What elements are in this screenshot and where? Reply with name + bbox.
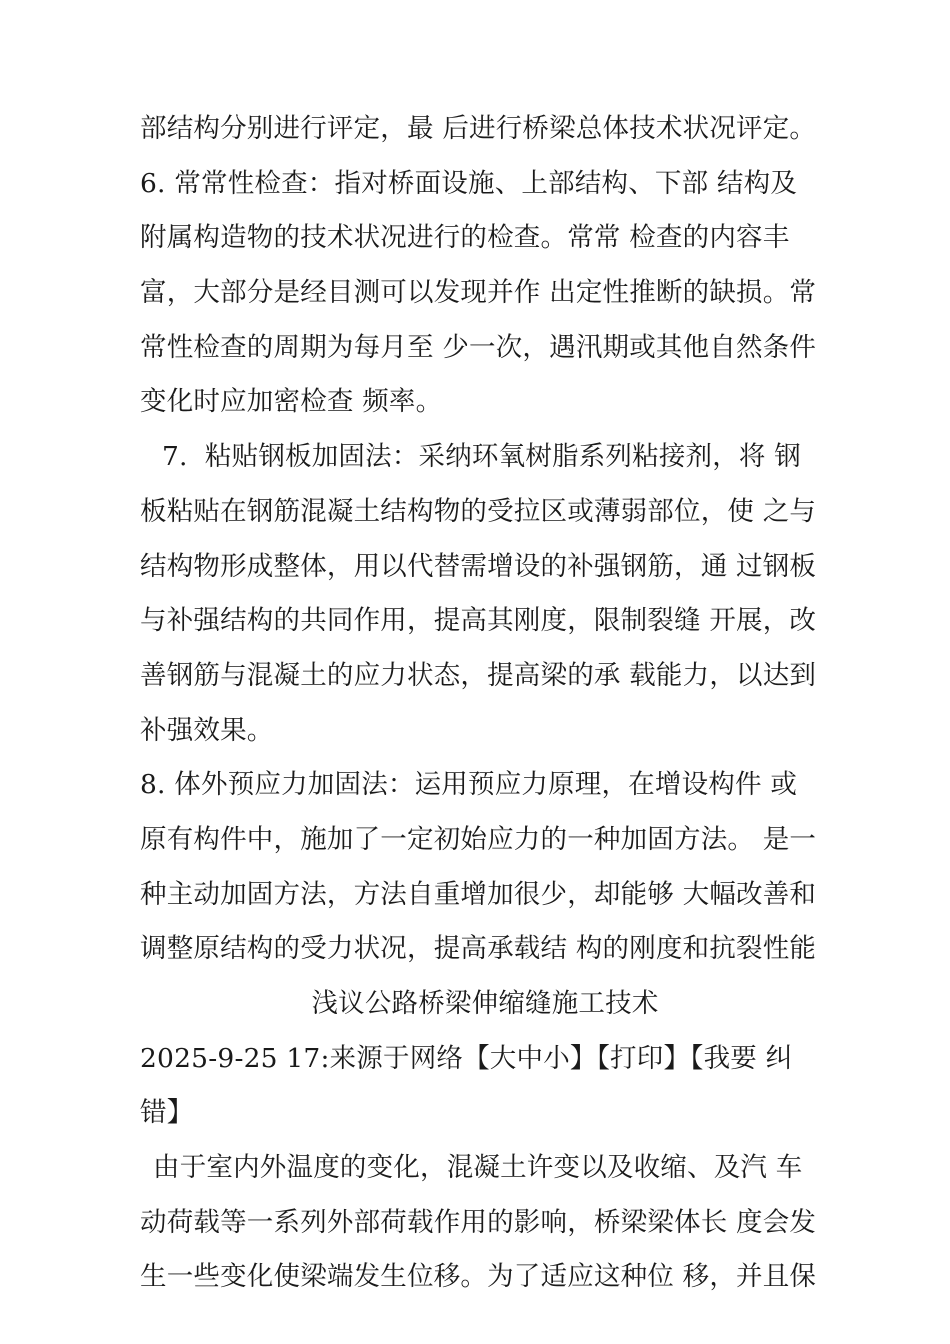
text-line: 6. 常常性检查：指对桥面设施、上部结构、下部 结构及 <box>140 167 798 199</box>
text-line: 7. 粘贴钢板加固法：采纳环氧树脂系列粘接剂，将 钢 <box>162 441 801 473</box>
article-title: 浅议公路桥梁伸缩缝施工技术 <box>311 988 659 1019</box>
text-line: 种主动加固方法，方法自重增加很少，却能够 大幅改善和 <box>140 878 817 910</box>
text-line: 生一些变化使梁端发生位移。为了适应这种位 移，并且保 <box>140 1261 817 1293</box>
text-line: 结构物形成整体，用以代替需增设的补强钢筋，通 过钢板 <box>140 550 817 582</box>
text-line: 调整原结构的受力状况，提高承载结 构的刚度和抗裂性能 <box>140 933 817 965</box>
text-line: 附属构造物的技术状况进行的检查。常常 检查的内容丰 <box>140 222 790 254</box>
text-line: 与补强结构的共同作用，提高其刚度，限制裂缝 开展，改 <box>140 605 817 637</box>
text-line: 由于室内外温度的变化，混凝土许变以及收缩、及汽 车 <box>153 1152 803 1184</box>
text-line: 部结构分别进行评定，最 后进行桥梁总体技术状况评定。 <box>140 113 817 144</box>
text-line: 富，大部分是经目测可以发现并作 出定性推断的缺损。常 <box>140 277 817 309</box>
text-line: 变化时应加密检查 频率。 <box>140 386 443 418</box>
text-line: 原有构件中，施加了一定初始应力的一种加固方法。 是一 <box>140 823 817 855</box>
text-line: 补强效果。 <box>140 714 274 746</box>
article-meta: 错】 <box>140 1097 194 1129</box>
text-line: 常性检查的周期为每月至 少一次，遇汛期或其他自然条件 <box>140 331 817 363</box>
text-line: 善钢筋与混凝土的应力状态，提高梁的承 载能力，以达到 <box>140 659 817 691</box>
article-meta: 2025-9-25 17:来源于网络【大中小】【打印】【我要 纠 <box>140 1042 793 1074</box>
document-page <box>140 102 830 1305</box>
text-line: 动荷载等一系列外部荷载作用的影响，桥梁梁体长 度会发 <box>140 1206 817 1238</box>
text-line: 板粘贴在钢筋混凝土结构物的受拉区或薄弱部位，使 之与 <box>140 495 817 527</box>
text-line: 8. 体外预应力加固法：运用预应力原理，在增设构件 或 <box>140 769 798 801</box>
